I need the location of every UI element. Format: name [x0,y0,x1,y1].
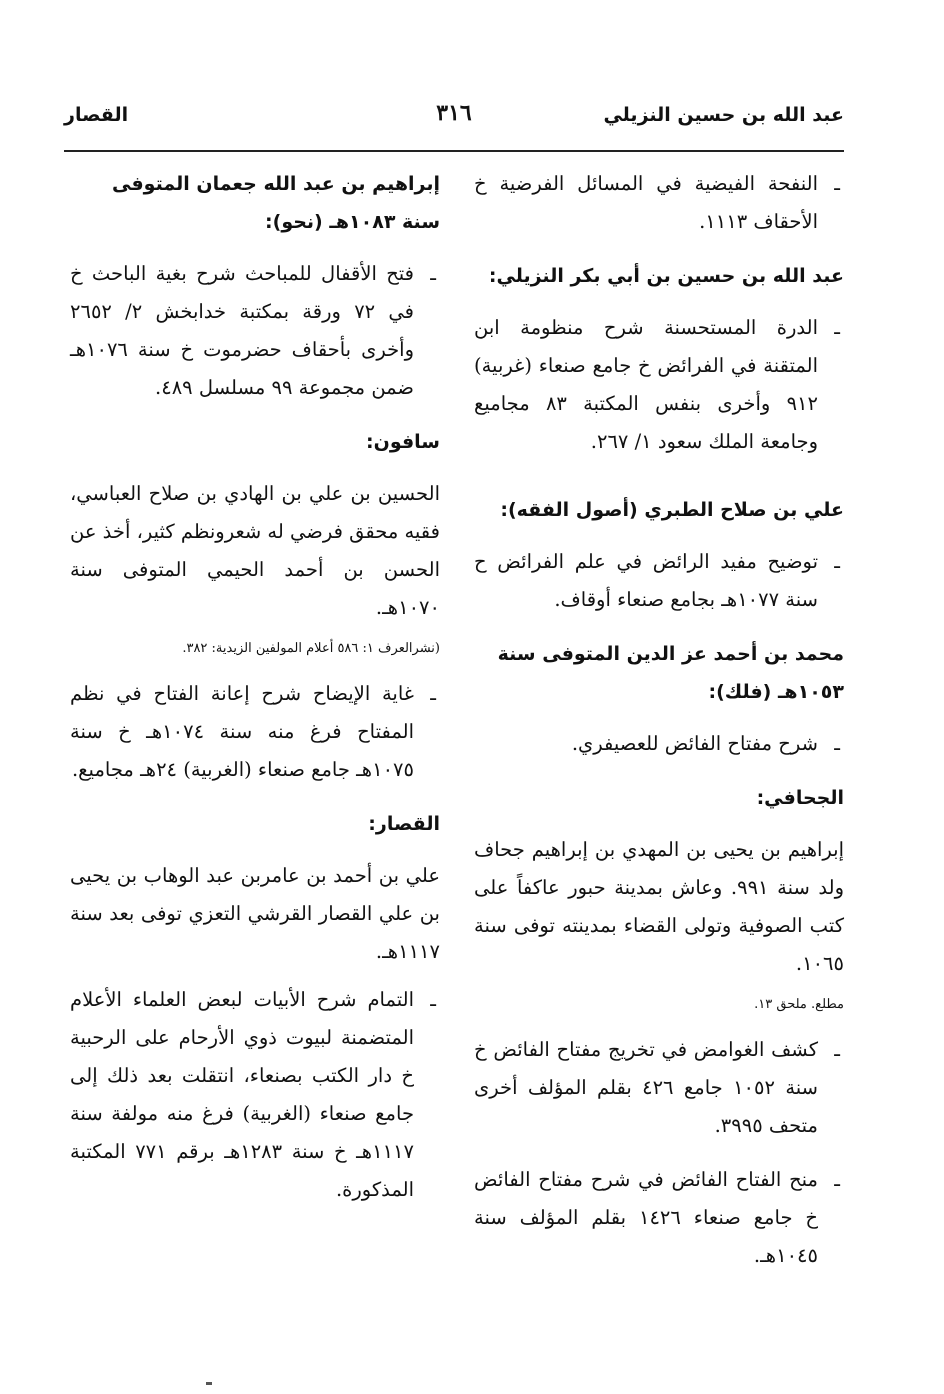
entry-dash: ـ [430,988,436,1011]
bio-ali-qassar: علي بن أحمد بن عامربن عبد الوهاب بن يحيى بن علي القصار القرشي التعزي توفى بعد سنة ١١١٧هـ. [70,864,440,963]
entry-text: توضيح مفيد الرائض في علم الفرائض ح سنة ١٠٧٧هـ بجامع صنعاء أوقاف. [474,550,818,611]
heading-safun: سافون: [366,431,440,453]
heading-qassar: القصار: [368,813,440,835]
left-column [70,165,440,1225]
entry-dash: ـ [834,316,840,339]
entry-kashf [474,1031,844,1145]
entry-text: فتح الأقفال للمباحث شرح بغية الباحث خ في ٧٢ ورقة بمكتبة خدابخش ٢/ ٢٦٥٢ وأخرى بأحقاف حضرموت خ سنة ١٠٧٦هـ ضمن مجموعة ٩٩ مسلسل ٤٨٩. [70,262,414,399]
bio-husayn: الحسين بن علي بن الهادي بن صلاح العباسي، فقيه محقق فرضي له شعرونظم كثير، أخذ عن الحسن بن أحمد الحيمي المتوفى سنة ١٠٧٠هـ. [70,482,440,619]
entry-dash: ـ [430,262,436,285]
entry-tamam [70,981,440,1209]
heading-jaaman: إبراهيم بن عبد الله جعمان المتوفى سنة ١٠٨٣هـ (نحو): [112,173,440,233]
entry-minah [474,1161,844,1275]
entry-dash: ـ [834,1168,840,1191]
entry-durra [474,309,844,461]
entry-ghayat-aliydah [70,675,440,789]
entry-text: الدرة المستحسنة شرح منظومة ابن المتقنة في الفرائض خ جامع صنعاء (غربية) ٩١٢ وأخرى بنفس المكتبة ٨٣ مجاميع وجامعة الملك سعود ١/ ٢٦٧. [474,316,818,453]
entry-dash: ـ [834,172,840,195]
page-number: ٣١٦ [436,100,472,126]
heading-nuzayli: عبد الله بن حسين بن أبي بكر النزيلي: [488,265,844,287]
entry-tawdih [474,543,844,619]
entry-dash: ـ [834,1038,840,1061]
scan-speck [206,1382,212,1385]
entry-dash: ـ [430,682,436,705]
page-header [64,100,844,140]
entry-text: غاية الإيضاح شرح إعانة الفتاح في نظم المفتاح فرغ منه سنة ١٠٧٤هـ خ سنة ١٠٧٥هـ جامع صنعاء (الغربية) ٢٤هـ مجاميع. [70,682,414,781]
heading-jahhafi: الجحافي: [756,787,844,809]
entry-text: النفحة الفيضية في المسائل الفرضية خ الأحقاف ١١١٣. [474,172,818,233]
entry-text: شرح مفتاح الفائض للعصيفري. [571,732,818,755]
heading-tabari: علي بن صلاح الطبري (أصول الفقه): [500,499,844,521]
entry-dash: ـ [834,732,840,755]
entry-fath-alaqfal [70,255,440,407]
header-rule [64,150,844,152]
entry-text: كشف الغوامض في تخريج مفتاح الفائض خ سنة ١٠٥٢ جامع ٤٢٦ بقلم المؤلف أخرى متحف ٣٩٩٥. [474,1038,818,1137]
heading-izz-aldin: محمد بن أحمد عز الدين المتوفى سنة ١٠٥٣هـ (فلك): [497,643,844,703]
bio-jahhaf: إبراهيم بن يحيى بن المهدي بن إبراهيم جحاف ولد سنة ٩٩١. وعاش بمدينة حبور عاكفاً على كتب الصوفية وتولى القضاء بمدينته توفى سنة ١٠٦٥. [474,838,844,975]
running-title-author: عبد الله بن حسين النزيلي [603,104,844,126]
entry-nafha [474,165,844,241]
entry-dash: ـ [834,550,840,573]
source-note: مطلع. ملحق ١٣. [754,997,844,1012]
entry-text: منح الفتاح الفائض في شرح مفتاح الفائض خ جامع صنعاء ١٤٢٦ بقلم المؤلف سنة ١٠٤٥هـ. [474,1168,818,1267]
running-title-section: القصار [64,104,129,126]
right-column [474,165,844,1291]
entry-text: التمام شرح الأبيات لبعض العلماء الأعلام المتضمنة لبيوت ذوي الأرحام على الرحبية خ دار الكتب بصنعاء، انتقلت بعد ذلك إلى جامع صنعاء (الغربية) فرغ منه مولفة سنة ١١١٧هـ خ سنة ١٢٨٣هـ برقم ٧٧١ المكتبة المذكورة. [70,988,414,1201]
source-note: (نشرالعرف ١: ٥٨٦ أعلام المولفين الزيدية: ٣٨٢. [182,641,440,656]
entry-sharh-miftah [474,725,844,763]
